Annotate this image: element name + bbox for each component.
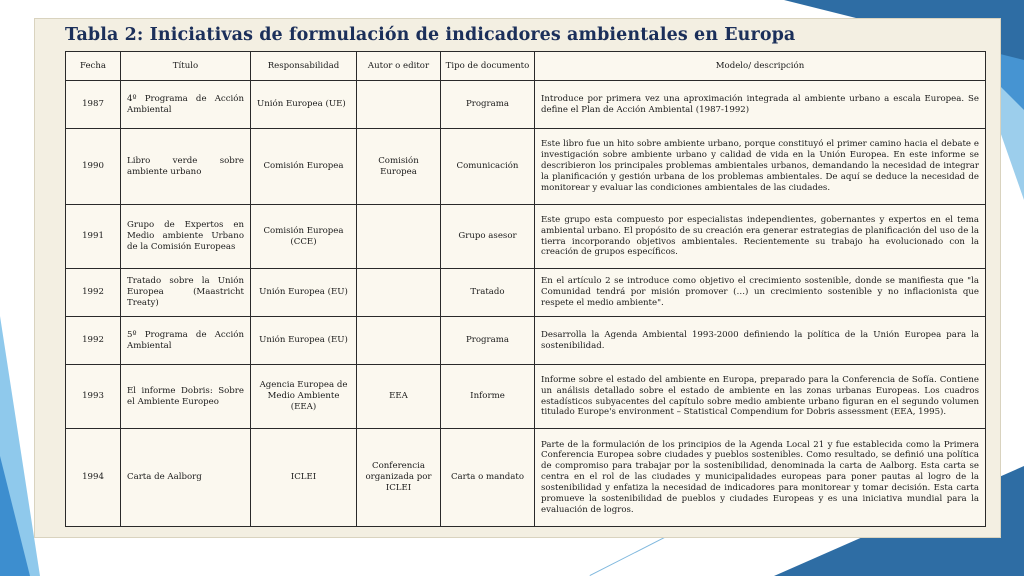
cell-titulo: Tratado sobre la Unión Europea (Maastricht Treaty)	[121, 269, 251, 317]
cell-tipo: Comunicación	[441, 129, 535, 205]
cell-autor: Comisión Europea	[357, 129, 441, 205]
header-autor: Autor o editor	[357, 52, 441, 81]
cell-responsabilidad: Agencia Europea de Medio Ambiente (EEA)	[251, 365, 357, 429]
header-responsabilidad: Responsabilidad	[251, 52, 357, 81]
cell-fecha: 1992	[66, 269, 121, 317]
table-header-row	[66, 52, 986, 81]
cell-autor: EEA	[357, 365, 441, 429]
cell-tipo: Informe	[441, 365, 535, 429]
cell-fecha: 1990	[66, 129, 121, 205]
cell-tipo: Programa	[441, 317, 535, 365]
cell-tipo: Carta o mandato	[441, 429, 535, 527]
cell-fecha: 1991	[66, 205, 121, 269]
cell-descripcion: Desarrolla la Agenda Ambiental 1993-2000 definiendo la política de la Unión Europea para la sostenibilidad.	[535, 317, 986, 365]
cell-titulo: 5º Programa de Acción Ambiental	[121, 317, 251, 365]
cell-titulo: Libro verde sobre ambiente urbano	[121, 129, 251, 205]
header-fecha: Fecha	[66, 52, 121, 81]
cell-descripcion: Introduce por primera vez una aproximación integrada al ambiente urbano a escala Europea. Se define el Plan de Acción Ambiental (1987-1992)	[535, 81, 986, 129]
header-titulo: Título	[121, 52, 251, 81]
cell-responsabilidad: Unión Europea (EU)	[251, 269, 357, 317]
cell-tipo: Grupo asesor	[441, 205, 535, 269]
cell-tipo: Tratado	[441, 269, 535, 317]
cell-descripcion: Este grupo esta compuesto por especialistas independientes, gobernantes y expertos en el tema ambiental urbano. El propósito de su creación era generar estrategias de planificación del uso de la tierra incorporando objetivos ambientales. Recientemente su trabajo ha evolucionado con la creación de grupos específicos.	[535, 205, 986, 269]
decorative-triangle	[0, 456, 30, 576]
cell-responsabilidad: Unión Europea (EU)	[251, 317, 357, 365]
header-descripcion: Modelo/ descripción	[535, 52, 986, 81]
table-title: Tabla 2: Iniciativas de formulación de indicadores ambientales en Europa	[65, 25, 796, 45]
cell-tipo: Programa	[441, 81, 535, 129]
cell-titulo: Grupo de Expertos en Medio ambiente Urbano de la Comisión Europeas	[121, 205, 251, 269]
cell-fecha: 1987	[66, 81, 121, 129]
cell-responsabilidad: Comisión Europea (CCE)	[251, 205, 357, 269]
cell-descripcion: Parte de la formulación de los principios de la Agenda Local 21 y fue establecida como la Primera Conferencia Europea sobre ciudades y pueblos sostenibles. Como resultado, se definió una política de compromiso para trabajar por la sostenibilidad, denominada la carta de Aalborg. Esta carta se centra en el rol de las ciudades y municipalidades europeas para poner pautas al logro de la sostenibilidad y enfatiza la necesidad de indicadores para monitorear y tomar decisión. Esta carta promueve la sostenibilidad de pueblos y ciudades Europeas y es una iniciativa mundial para la evaluación de logros.	[535, 429, 986, 527]
table-row	[66, 269, 986, 317]
cell-autor	[357, 317, 441, 365]
table-row	[66, 205, 986, 269]
cell-descripcion: En el artículo 2 se introduce como objetivo el crecimiento sostenible, donde se manifiesta que "la Comunidad tendrá por misión promover (…) un crecimiento sostenible y no inflacionista que respete el medio ambiente".	[535, 269, 986, 317]
cell-descripcion: Este libro fue un hito sobre ambiente urbano, porque constituyó el primer camino hacia el debate e investigación sobre ambiente urbano y calidad de vida en la Unión Europea. En este informe se describieron los principales problemas ambientales urbanos, demandando la necesidad de integrar la planificación y gestión urbana de los problemas ambientales. De aquí se deduce la necesidad de monitorear y evaluar las condiciones ambientales de las ciudades.	[535, 129, 986, 205]
table-row	[66, 81, 986, 129]
scanned-table-image	[35, 19, 1000, 537]
cell-titulo: Carta de Aalborg	[121, 429, 251, 527]
cell-fecha: 1994	[66, 429, 121, 527]
header-tipo: Tipo de documento	[441, 52, 535, 81]
cell-autor	[357, 269, 441, 317]
cell-descripcion: Informe sobre el estado del ambiente en Europa, preparado para la Conferencia de Sofía. Contiene un análisis detallado sobre el estado de ambiente en las zonas urbanas Europeas. Los cuadros estadísticos subyacentes del capítulo sobre medio ambiente urbano figuran en el segundo volumen titulado Europe's environment – Statistical Compendium for Dobris assessment (EEA, 1995).	[535, 365, 986, 429]
table-row	[66, 129, 986, 205]
cell-autor	[357, 81, 441, 129]
table-row	[66, 365, 986, 429]
initiatives-table	[65, 51, 986, 527]
cell-autor	[357, 205, 441, 269]
cell-responsabilidad: Unión Europea (UE)	[251, 81, 357, 129]
table-row	[66, 317, 986, 365]
cell-responsabilidad: ICLEI	[251, 429, 357, 527]
cell-fecha: 1993	[66, 365, 121, 429]
cell-fecha: 1992	[66, 317, 121, 365]
cell-responsabilidad: Comisión Europea	[251, 129, 357, 205]
cell-titulo: 4º Programa de Acción Ambiental	[121, 81, 251, 129]
cell-titulo: El informe Dobris: Sobre el Ambiente Europeo	[121, 365, 251, 429]
cell-autor: Conferencia organizada por ICLEI	[357, 429, 441, 527]
table-row	[66, 429, 986, 527]
